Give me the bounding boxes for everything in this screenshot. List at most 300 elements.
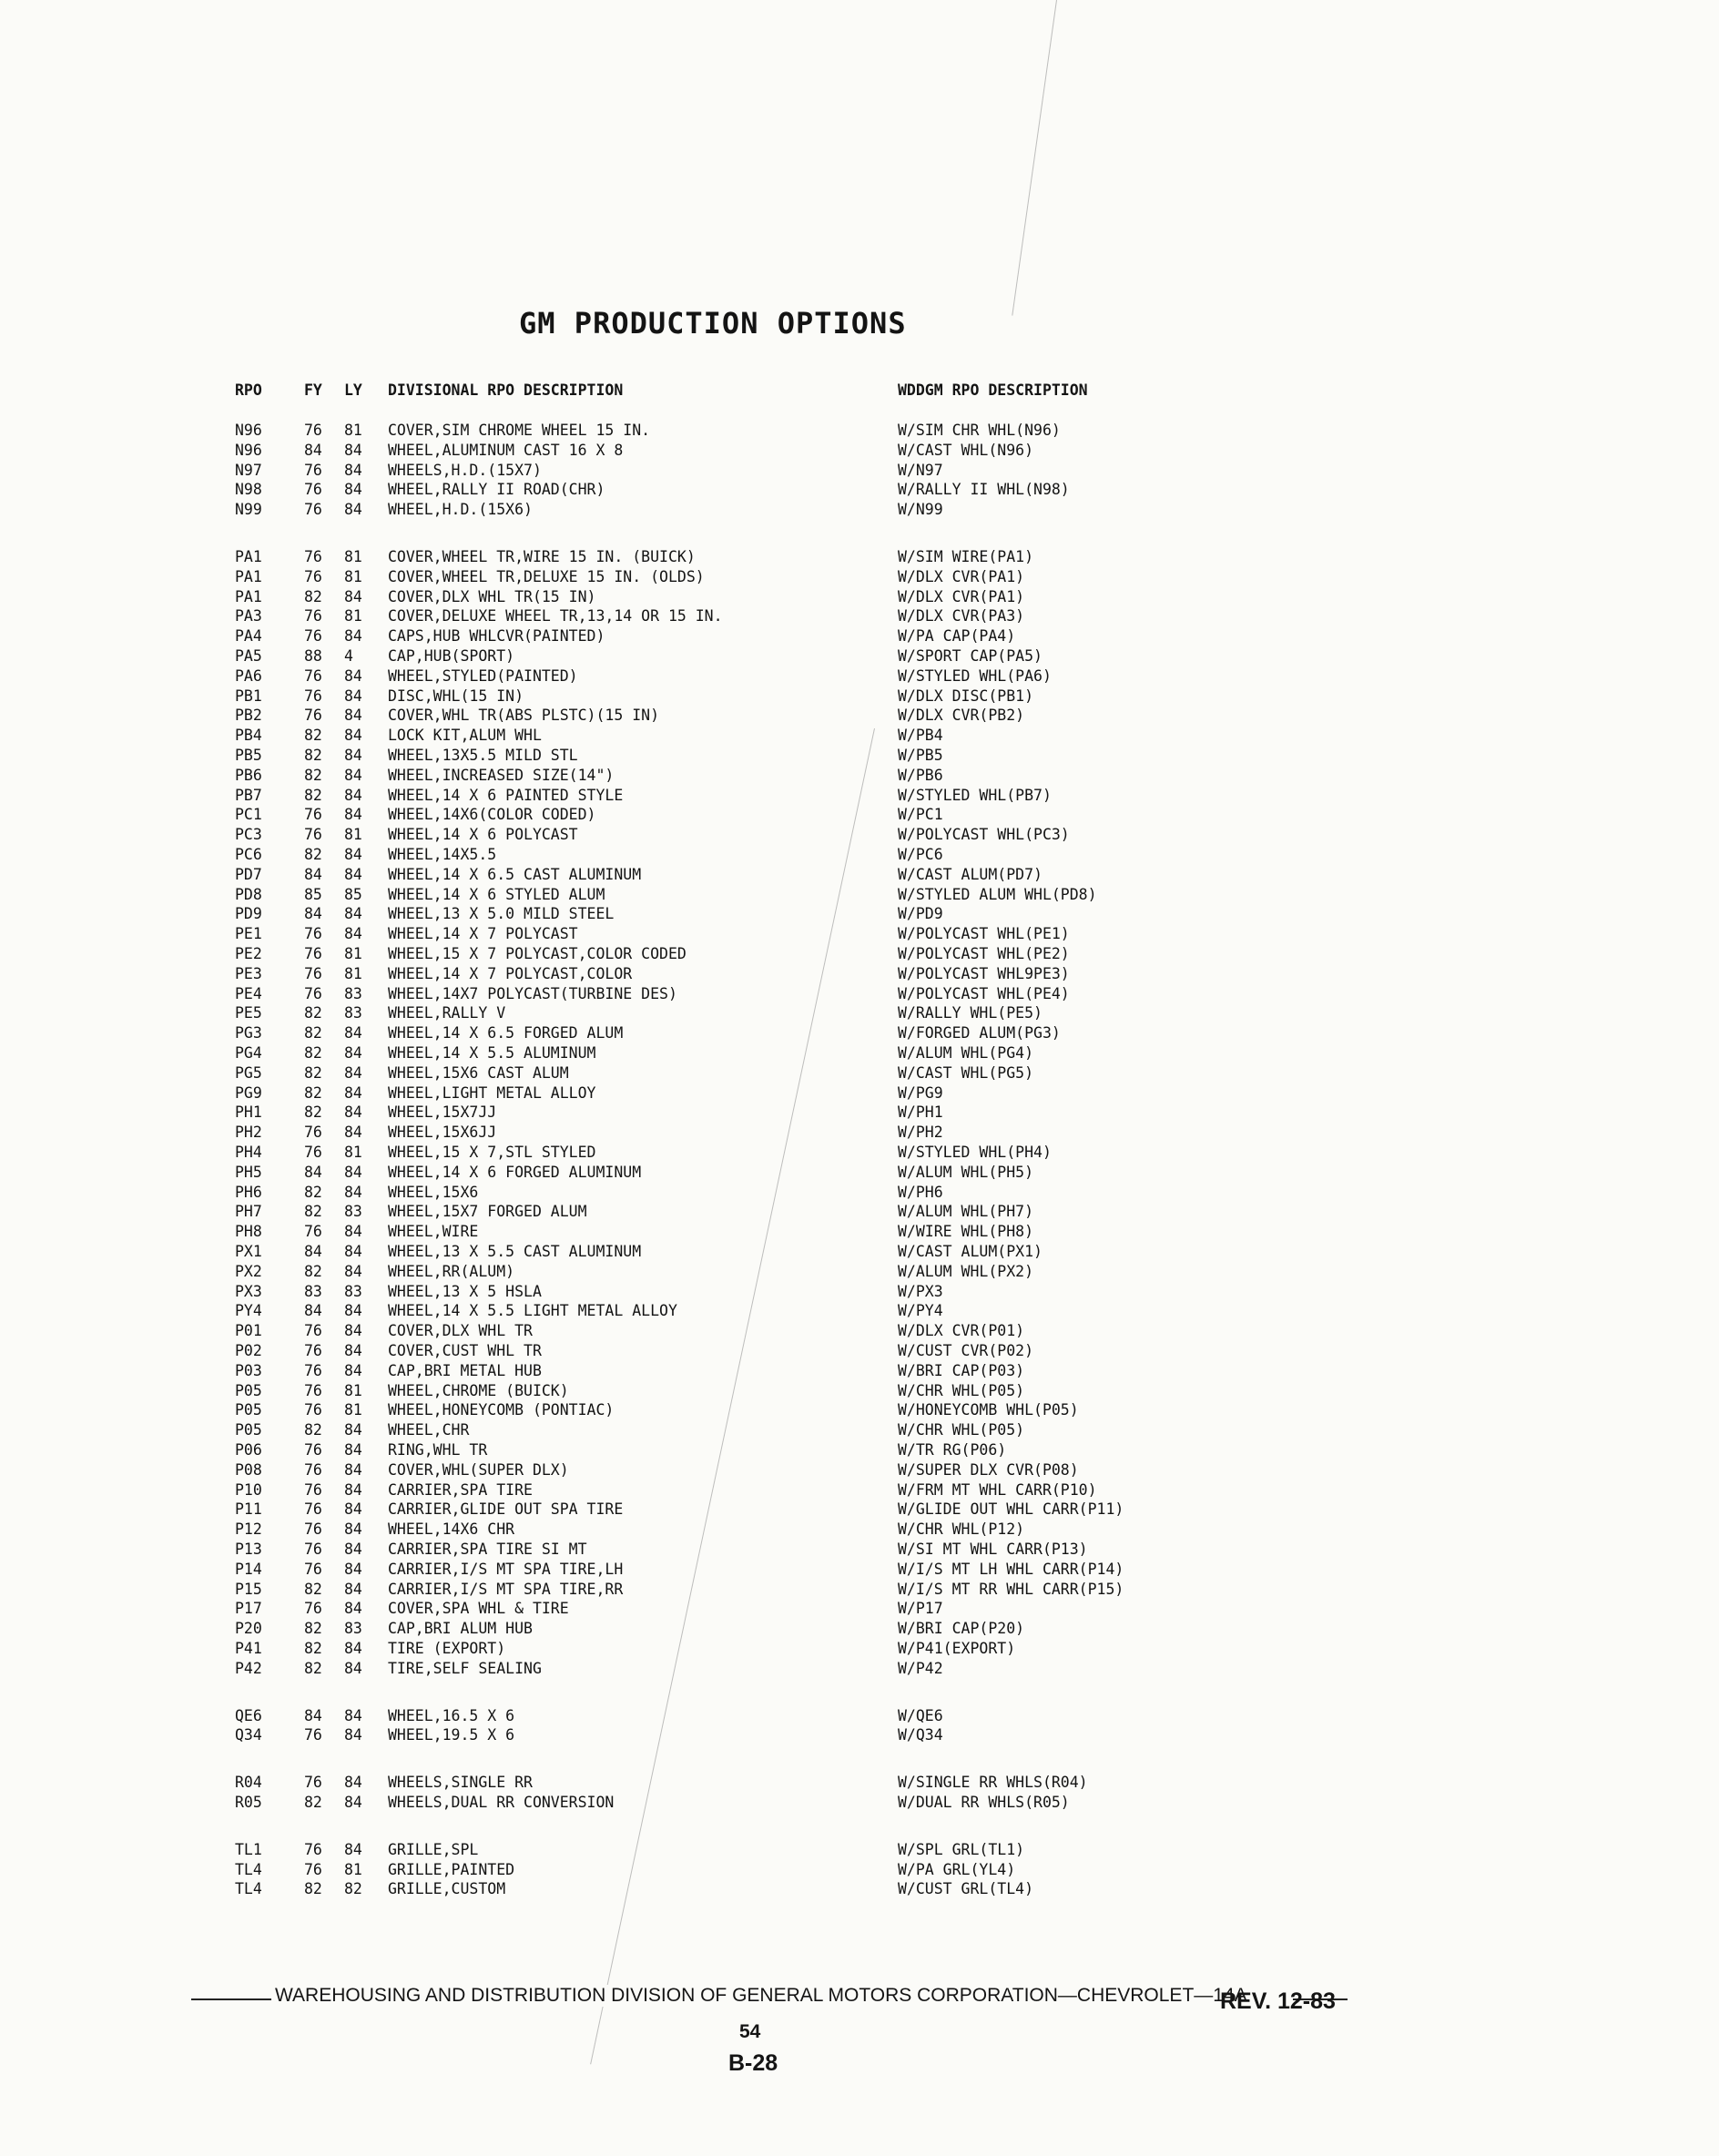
last-year: 84 (344, 1640, 362, 1657)
wddgm-description: W/DLX CVR(PA1) (898, 588, 1025, 605)
first-year: 82 (304, 787, 322, 804)
divisional-description: WHEEL,CHR (388, 1421, 470, 1439)
wddgm-description: W/PX3 (898, 1283, 943, 1300)
rpo-code: N99 (235, 501, 262, 518)
divisional-description: TIRE,SELF SEALING (388, 1660, 542, 1677)
last-year: 83 (344, 1283, 362, 1300)
divisional-description: COVER,SPA WHL & TIRE (388, 1600, 569, 1617)
first-year: 82 (304, 1064, 322, 1082)
divisional-description: GRILLE,PAINTED (388, 1861, 515, 1878)
rpo-code: PC6 (235, 846, 262, 863)
wddgm-description: W/CAST ALUM(PX1) (898, 1243, 1043, 1260)
first-year: 76 (304, 1441, 322, 1459)
divisional-description: COVER,DLX WHL TR(15 IN) (388, 588, 596, 605)
wddgm-description: W/SUPER DLX CVR(P08) (898, 1461, 1079, 1479)
rpo-code: N96 (235, 442, 262, 459)
rpo-code: PA1 (235, 568, 262, 585)
divisional-description: WHEEL,HONEYCOMB (PONTIAC) (388, 1401, 615, 1419)
rpo-code: PE3 (235, 965, 262, 982)
last-year: 81 (344, 965, 362, 982)
wddgm-description: W/SINGLE RR WHLS(R04) (898, 1774, 1088, 1791)
rpo-code: PH8 (235, 1223, 262, 1240)
divisional-description: WHEEL,CHROME (BUICK) (388, 1382, 569, 1399)
rpo-code: TL1 (235, 1841, 262, 1858)
first-year: 76 (304, 1520, 322, 1538)
wddgm-description: W/PY4 (898, 1302, 943, 1319)
divisional-description: WHEEL,RALLY V (388, 1004, 506, 1022)
last-year: 84 (344, 1124, 362, 1141)
last-year: 84 (344, 1064, 362, 1082)
wddgm-description: W/DLX CVR(PA3) (898, 607, 1025, 625)
rpo-code: PD8 (235, 886, 262, 903)
first-year: 76 (304, 687, 322, 705)
wddgm-description: W/N99 (898, 501, 943, 518)
divisional-description: WHEEL,13X5.5 MILD STL (388, 747, 578, 764)
last-year: 84 (344, 925, 362, 942)
wddgm-description: W/PG9 (898, 1084, 943, 1102)
first-year: 76 (304, 707, 322, 724)
divisional-description: WHEEL,14 X 6.5 FORGED ALUM (388, 1024, 624, 1042)
first-year: 76 (304, 1774, 322, 1791)
first-year: 82 (304, 1640, 322, 1657)
divisional-description: CARRIER,I/S MT SPA TIRE,LH (388, 1561, 624, 1578)
rpo-code: PE1 (235, 925, 262, 942)
divisional-description: WHEEL,14 X 5.5 LIGHT METAL ALLOY (388, 1302, 677, 1319)
divisional-description: WHEEL,19.5 X 6 (388, 1726, 515, 1744)
divisional-description: WHEELS,DUAL RR CONVERSION (388, 1794, 615, 1811)
first-year: 82 (304, 1044, 322, 1062)
wddgm-description: W/CHR WHL(P05) (898, 1382, 1025, 1399)
last-year: 84 (344, 1263, 362, 1280)
header-wddgm-description: WDDGM RPO DESCRIPTION (898, 381, 1088, 399)
rpo-code: PE2 (235, 945, 262, 962)
wddgm-description: W/CAST ALUM(PD7) (898, 866, 1043, 883)
divisional-description: GRILLE,CUSTOM (388, 1880, 506, 1897)
first-year: 82 (304, 1203, 322, 1220)
rpo-code: PH7 (235, 1203, 262, 1220)
rpo-code: PA1 (235, 588, 262, 605)
first-year: 82 (304, 1103, 322, 1121)
rpo-code: P08 (235, 1461, 262, 1479)
wddgm-description: W/SPORT CAP(PA5) (898, 647, 1043, 665)
wddgm-description: W/BRI CAP(P03) (898, 1362, 1025, 1379)
wddgm-description: W/GLIDE OUT WHL CARR(P11) (898, 1500, 1124, 1518)
first-year: 76 (304, 1541, 322, 1558)
first-year: 76 (304, 925, 322, 942)
last-year: 84 (344, 905, 362, 922)
rpo-code: P14 (235, 1561, 262, 1578)
page-title: GM PRODUCTION OPTIONS (519, 306, 907, 341)
rpo-code: PC3 (235, 826, 262, 843)
divisional-description: COVER,DLX WHL TR (388, 1322, 533, 1339)
wddgm-description: W/STYLED WHL(PA6) (898, 667, 1052, 685)
divisional-description: GRILLE,SPL (388, 1841, 479, 1858)
last-year: 84 (344, 1103, 362, 1121)
wddgm-description: W/PB5 (898, 747, 943, 764)
first-year: 82 (304, 1581, 322, 1598)
first-year: 84 (304, 1243, 322, 1260)
wddgm-description: W/PH1 (898, 1103, 943, 1121)
rpo-code: N97 (235, 462, 262, 479)
wddgm-description: W/PB6 (898, 767, 943, 784)
last-year: 84 (344, 1726, 362, 1744)
revision-label: REV. 12-83 (1220, 1988, 1336, 2014)
rpo-code: PG3 (235, 1024, 262, 1042)
wddgm-description: W/DLX CVR(P01) (898, 1322, 1025, 1339)
last-year: 84 (344, 1461, 362, 1479)
last-year: 82 (344, 1880, 362, 1897)
rpo-code: PA4 (235, 627, 262, 645)
first-year: 76 (304, 481, 322, 498)
rpo-code: PG4 (235, 1044, 262, 1062)
wddgm-description: W/CHR WHL(P12) (898, 1520, 1025, 1538)
rpo-code: R04 (235, 1774, 262, 1791)
last-year: 81 (344, 548, 362, 565)
divisional-description: TIRE (EXPORT) (388, 1640, 506, 1657)
wddgm-description: W/ALUM WHL(PH7) (898, 1203, 1034, 1220)
first-year: 76 (304, 806, 322, 823)
wddgm-description: W/Q34 (898, 1726, 943, 1744)
wddgm-description: W/STYLED ALUM WHL(PD8) (898, 886, 1097, 903)
first-year: 84 (304, 442, 322, 459)
wddgm-description: W/CHR WHL(P05) (898, 1421, 1025, 1439)
wddgm-description: W/P41(EXPORT) (898, 1640, 1016, 1657)
divisional-description: WHEEL,14 X 6 PAINTED STYLE (388, 787, 624, 804)
first-year: 76 (304, 1726, 322, 1744)
first-year: 83 (304, 1283, 322, 1300)
last-year: 84 (344, 462, 362, 479)
divisional-description: CARRIER,GLIDE OUT SPA TIRE (388, 1500, 624, 1518)
last-year: 85 (344, 886, 362, 903)
last-year: 84 (344, 1600, 362, 1617)
divisional-description: COVER,WHEEL TR,WIRE 15 IN. (BUICK) (388, 548, 696, 565)
wddgm-description: W/CAST WHL(PG5) (898, 1064, 1034, 1082)
rpo-code: PX2 (235, 1263, 262, 1280)
last-year: 84 (344, 1362, 362, 1379)
rpo-code: P02 (235, 1342, 262, 1359)
last-year: 84 (344, 481, 362, 498)
first-year: 76 (304, 1342, 322, 1359)
first-year: 82 (304, 1660, 322, 1677)
first-year: 76 (304, 965, 322, 982)
last-year: 83 (344, 1620, 362, 1637)
last-year: 83 (344, 1004, 362, 1022)
divisional-description: WHEEL,15X6 (388, 1184, 479, 1201)
rpo-code: PE4 (235, 985, 262, 1002)
last-year: 84 (344, 727, 362, 744)
last-year: 84 (344, 1541, 362, 1558)
divisional-description: WHEEL,15X7JJ (388, 1103, 497, 1121)
wddgm-description: W/DLX CVR(PB2) (898, 707, 1025, 724)
rpo-code: P15 (235, 1581, 262, 1598)
divisional-description: WHEEL,13 X 5 HSLA (388, 1283, 542, 1300)
rpo-code: PX3 (235, 1283, 262, 1300)
rpo-code: Q34 (235, 1726, 262, 1744)
wddgm-description: W/SPL GRL(TL1) (898, 1841, 1025, 1858)
divisional-description: COVER,WHL(SUPER DLX) (388, 1461, 569, 1479)
rpo-code: P01 (235, 1322, 262, 1339)
last-year: 81 (344, 826, 362, 843)
first-year: 82 (304, 1184, 322, 1201)
divisional-description: COVER,CUST WHL TR (388, 1342, 542, 1359)
rpo-code: PH6 (235, 1184, 262, 1201)
divisional-description: WHEEL,15X6JJ (388, 1124, 497, 1141)
rpo-code: P05 (235, 1382, 262, 1399)
first-year: 82 (304, 1024, 322, 1042)
last-year: 84 (344, 1084, 362, 1102)
first-year: 76 (304, 422, 322, 439)
last-year: 84 (344, 846, 362, 863)
first-year: 76 (304, 667, 322, 685)
first-year: 76 (304, 462, 322, 479)
wddgm-description: W/POLYCAST WHL(PC3) (898, 826, 1070, 843)
first-year: 82 (304, 747, 322, 764)
last-year: 84 (344, 1421, 362, 1439)
wddgm-description: W/I/S MT LH WHL CARR(P14) (898, 1561, 1124, 1578)
divisional-description: WHEEL,WIRE (388, 1223, 479, 1240)
first-year: 82 (304, 727, 322, 744)
first-year: 76 (304, 627, 322, 645)
last-year: 81 (344, 568, 362, 585)
rpo-code: PA1 (235, 548, 262, 565)
wddgm-description: W/DUAL RR WHLS(R05) (898, 1794, 1070, 1811)
wddgm-description: W/POLYCAST WHL(PE1) (898, 925, 1070, 942)
last-year: 81 (344, 1401, 362, 1419)
rpo-code: PA5 (235, 647, 262, 665)
divisional-description: WHEEL,H.D.(15X6) (388, 501, 533, 518)
first-year: 76 (304, 1481, 322, 1499)
wddgm-description: W/I/S MT RR WHL CARR(P15) (898, 1581, 1124, 1598)
first-year: 76 (304, 548, 322, 565)
divisional-description: CAP,BRI ALUM HUB (388, 1620, 533, 1637)
wddgm-description: W/PH2 (898, 1124, 943, 1141)
first-year: 82 (304, 1620, 322, 1637)
wddgm-description: W/WIRE WHL(PH8) (898, 1223, 1034, 1240)
last-year: 84 (344, 1342, 362, 1359)
rpo-code: P12 (235, 1520, 262, 1538)
rpo-code: PB7 (235, 787, 262, 804)
rpo-code: PA6 (235, 667, 262, 685)
wddgm-description: W/STYLED WHL(PB7) (898, 787, 1052, 804)
wddgm-description: W/ALUM WHL(PH5) (898, 1164, 1034, 1181)
first-year: 76 (304, 1841, 322, 1858)
divisional-description: WHEEL,13 X 5.5 CAST ALUMINUM (388, 1243, 642, 1260)
wddgm-description: W/POLYCAST WHL(PE4) (898, 985, 1070, 1002)
divisional-description: WHEEL,14 X 7 POLYCAST,COLOR (388, 965, 633, 982)
first-year: 76 (304, 1500, 322, 1518)
last-year: 84 (344, 1581, 362, 1598)
first-year: 76 (304, 568, 322, 585)
wddgm-description: W/POLYCAST WHL(PE2) (898, 945, 1070, 962)
header-rpo: RPO (235, 381, 262, 399)
rpo-code: N96 (235, 422, 262, 439)
divisional-description: WHEEL,13 X 5.0 MILD STEEL (388, 905, 615, 922)
rpo-code: P11 (235, 1500, 262, 1518)
wddgm-description: W/RALLY II WHL(N98) (898, 481, 1070, 498)
rpo-code: P13 (235, 1541, 262, 1558)
rpo-code: P42 (235, 1660, 262, 1677)
wddgm-description: W/CUST CVR(P02) (898, 1342, 1034, 1359)
rpo-code: PH2 (235, 1124, 262, 1141)
rpo-code: PB5 (235, 747, 262, 764)
rpo-code: P20 (235, 1620, 262, 1637)
last-year: 84 (344, 747, 362, 764)
first-year: 76 (304, 607, 322, 625)
divisional-description: CARRIER,SPA TIRE SI MT (388, 1541, 587, 1558)
wddgm-description: W/BRI CAP(P20) (898, 1620, 1025, 1637)
rpo-code: PG9 (235, 1084, 262, 1102)
divisional-description: WHEEL,INCREASED SIZE(14") (388, 767, 615, 784)
first-year: 76 (304, 1861, 322, 1878)
header-ly: LY (344, 381, 362, 399)
wddgm-description: W/FRM MT WHL CARR(P10) (898, 1481, 1097, 1499)
divisional-description: WHEELS,SINGLE RR (388, 1774, 533, 1791)
divisional-description: WHEEL,STYLED(PAINTED) (388, 667, 578, 685)
divisional-description: CARRIER,SPA TIRE (388, 1481, 533, 1499)
wddgm-description: W/STYLED WHL(PH4) (898, 1144, 1052, 1161)
rpo-code: PX1 (235, 1243, 262, 1260)
wddgm-description: W/QE6 (898, 1707, 943, 1724)
divisional-description: CARRIER,I/S MT SPA TIRE,RR (388, 1581, 624, 1598)
divisional-description: WHEEL,14 X 6.5 CAST ALUMINUM (388, 866, 642, 883)
rpo-code: PC1 (235, 806, 262, 823)
divisional-description: WHEEL,14 X 6 POLYCAST (388, 826, 578, 843)
first-year: 76 (304, 826, 322, 843)
header-fy: FY (304, 381, 322, 399)
divisional-description: WHEEL,14X7 POLYCAST(TURBINE DES) (388, 985, 677, 1002)
rpo-code: P05 (235, 1401, 262, 1419)
divisional-description: COVER,DELUXE WHEEL TR,13,14 OR 15 IN. (388, 607, 723, 625)
last-year: 81 (344, 1382, 362, 1399)
last-year: 84 (344, 1794, 362, 1811)
wddgm-description: W/P17 (898, 1600, 943, 1617)
rpo-code: PD9 (235, 905, 262, 922)
page-number: 54 (739, 2021, 761, 2042)
last-year: 84 (344, 806, 362, 823)
last-year: 81 (344, 1144, 362, 1161)
last-year: 84 (344, 1024, 362, 1042)
rpo-code: PG5 (235, 1064, 262, 1082)
rpo-code: PH4 (235, 1144, 262, 1161)
divisional-description: WHEEL,16.5 X 6 (388, 1707, 515, 1724)
first-year: 82 (304, 588, 322, 605)
rpo-code: PA3 (235, 607, 262, 625)
rpo-code: TL4 (235, 1880, 262, 1897)
rpo-code: PB1 (235, 687, 262, 705)
first-year: 76 (304, 1322, 322, 1339)
wddgm-description: W/TR RG(P06) (898, 1441, 1007, 1459)
first-year: 84 (304, 1164, 322, 1181)
first-year: 88 (304, 647, 322, 665)
last-year: 84 (344, 442, 362, 459)
wddgm-description: W/DLX DISC(PB1) (898, 687, 1034, 705)
wddgm-description: W/SIM WIRE(PA1) (898, 548, 1034, 565)
last-year: 84 (344, 1044, 362, 1062)
divisional-description: WHEEL,RR(ALUM) (388, 1263, 515, 1280)
first-year: 82 (304, 1421, 322, 1439)
footer-division: WAREHOUSING AND DISTRIBUTION DIVISION OF GENERAL MOTORS CORPORATION—CHEVROLET—14A (271, 1985, 1251, 2007)
last-year: 84 (344, 787, 362, 804)
wddgm-description: W/DLX CVR(PA1) (898, 568, 1025, 585)
wddgm-description: W/N97 (898, 462, 943, 479)
first-year: 82 (304, 767, 322, 784)
last-year: 84 (344, 1223, 362, 1240)
last-year: 84 (344, 1184, 362, 1201)
divisional-description: WHEEL,14X6(COLOR CODED) (388, 806, 596, 823)
rpo-code: P03 (235, 1362, 262, 1379)
first-year: 82 (304, 1880, 322, 1897)
wddgm-description: W/HONEYCOMB WHL(P05) (898, 1401, 1079, 1419)
first-year: 82 (304, 1004, 322, 1022)
wddgm-description: W/PD9 (898, 905, 943, 922)
first-year: 76 (304, 1461, 322, 1479)
divisional-description: WHEEL,14 X 5.5 ALUMINUM (388, 1044, 596, 1062)
last-year: 81 (344, 945, 362, 962)
last-year: 84 (344, 866, 362, 883)
last-year: 84 (344, 588, 362, 605)
page-code: B-28 (728, 2050, 778, 2076)
rpo-code: R05 (235, 1794, 262, 1811)
rpo-code: P06 (235, 1441, 262, 1459)
rpo-code: PH1 (235, 1103, 262, 1121)
last-year: 84 (344, 1302, 362, 1319)
last-year: 84 (344, 1243, 362, 1260)
divisional-description: WHEEL,LIGHT METAL ALLOY (388, 1084, 596, 1102)
divisional-description: DISC,WHL(15 IN) (388, 687, 524, 705)
first-year: 84 (304, 905, 322, 922)
first-year: 82 (304, 1794, 322, 1811)
rpo-code: PB6 (235, 767, 262, 784)
first-year: 82 (304, 1084, 322, 1102)
wddgm-description: W/POLYCAST WHL9PE3) (898, 965, 1070, 982)
wddgm-description: W/SIM CHR WHL(N96) (898, 422, 1061, 439)
wddgm-description: W/PC6 (898, 846, 943, 863)
last-year: 81 (344, 607, 362, 625)
last-year: 83 (344, 985, 362, 1002)
divisional-description: WHEEL,14X6 CHR (388, 1520, 515, 1538)
last-year: 4 (344, 647, 353, 665)
first-year: 82 (304, 846, 322, 863)
divisional-description: WHEEL,15X6 CAST ALUM (388, 1064, 569, 1082)
wddgm-description: W/PB4 (898, 727, 943, 744)
first-year: 76 (304, 1223, 322, 1240)
last-year: 81 (344, 1861, 362, 1878)
divisional-description: WHEEL,14 X 7 POLYCAST (388, 925, 578, 942)
last-year: 81 (344, 422, 362, 439)
first-year: 76 (304, 1600, 322, 1617)
wddgm-description: W/SI MT WHL CARR(P13) (898, 1541, 1088, 1558)
last-year: 83 (344, 1203, 362, 1220)
footer-rule-left (191, 1998, 279, 2000)
last-year: 84 (344, 1481, 362, 1499)
last-year: 84 (344, 1441, 362, 1459)
divisional-description: CAPS,HUB WHLCVR(PAINTED) (388, 627, 605, 645)
first-year: 84 (304, 866, 322, 883)
wddgm-description: W/P42 (898, 1660, 943, 1677)
last-year: 84 (344, 501, 362, 518)
divisional-description: CAP,BRI METAL HUB (388, 1362, 542, 1379)
rpo-code: P05 (235, 1421, 262, 1439)
divisional-description: WHEEL,15 X 7 POLYCAST,COLOR CODED (388, 945, 687, 962)
last-year: 84 (344, 1774, 362, 1791)
rpo-code: PB4 (235, 727, 262, 744)
divisional-description: WHEEL,15X7 FORGED ALUM (388, 1203, 587, 1220)
last-year: 84 (344, 1660, 362, 1677)
first-year: 76 (304, 945, 322, 962)
last-year: 84 (344, 1707, 362, 1724)
header-divisional-description: DIVISIONAL RPO DESCRIPTION (388, 381, 624, 399)
divisional-description: RING,WHL TR (388, 1441, 488, 1459)
